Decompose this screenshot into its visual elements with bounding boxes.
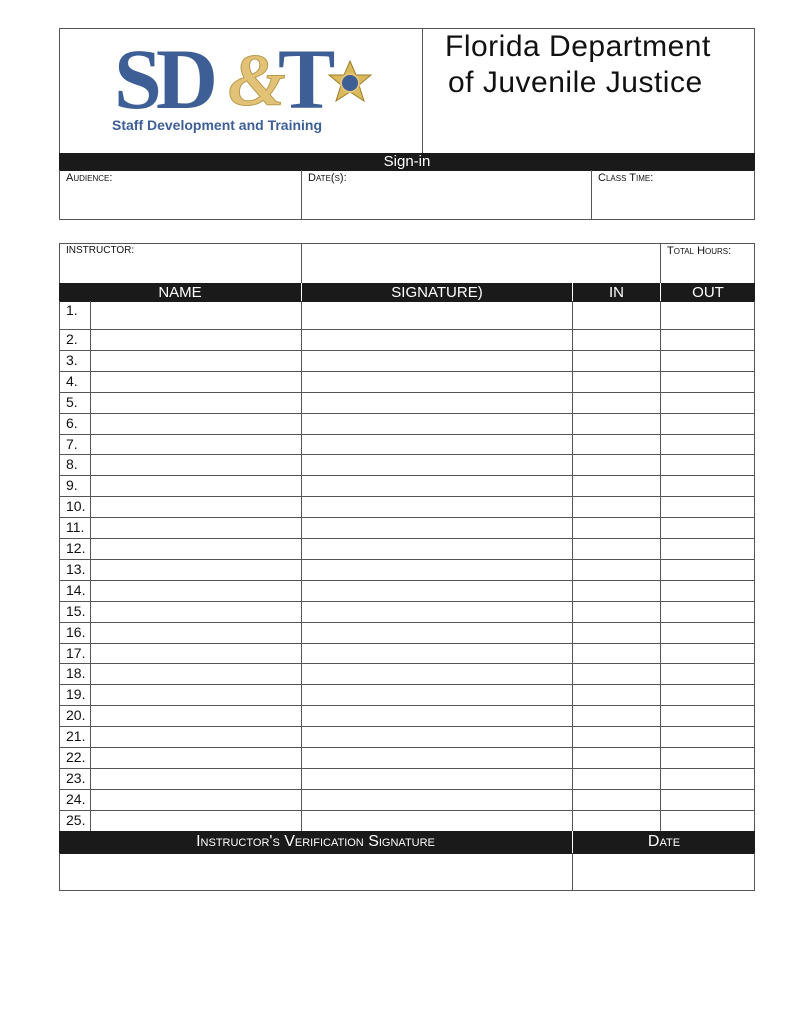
signature-cell[interactable] — [302, 580, 572, 601]
name-cell[interactable] — [91, 475, 301, 496]
table-row — [59, 643, 755, 664]
org-title-line2: of Juvenile Justice — [448, 66, 703, 99]
row-number: 20. — [66, 707, 86, 724]
header-divider — [422, 28, 423, 153]
out-cell[interactable] — [661, 768, 755, 789]
in-cell[interactable] — [573, 768, 660, 789]
table-row — [59, 726, 755, 747]
table-row — [59, 329, 755, 350]
out-cell[interactable] — [661, 726, 755, 747]
in-cell[interactable] — [573, 538, 660, 559]
name-cell[interactable] — [91, 705, 301, 726]
signature-cell[interactable] — [302, 454, 572, 475]
signature-cell[interactable] — [302, 434, 572, 455]
table-row — [59, 301, 755, 329]
row-number: 25. — [66, 811, 86, 828]
signature-cell[interactable] — [302, 705, 572, 726]
name-cell[interactable] — [91, 559, 301, 580]
col-header-signature: SIGNATURE) — [391, 284, 483, 301]
row-number: 5. — [66, 393, 78, 410]
org-title-line1: Florida Department — [445, 30, 711, 63]
table-row — [59, 434, 755, 455]
table-row — [59, 663, 755, 684]
in-cell[interactable] — [573, 413, 660, 434]
logo-tagline: Staff Development and Training — [112, 117, 323, 133]
signature-cell[interactable] — [302, 496, 572, 517]
name-cell[interactable] — [91, 684, 301, 705]
table-row — [59, 810, 755, 831]
in-cell[interactable] — [573, 622, 660, 643]
table-row — [59, 789, 755, 810]
out-cell[interactable] — [661, 413, 755, 434]
row-number: 21. — [66, 728, 86, 745]
row-number: 12. — [66, 540, 86, 556]
in-cell[interactable] — [573, 643, 660, 664]
name-cell[interactable] — [91, 810, 301, 831]
out-cell[interactable] — [661, 301, 755, 329]
signature-cell[interactable] — [302, 622, 572, 643]
row-number: 4. — [66, 372, 78, 389]
table-row — [59, 768, 755, 789]
in-cell[interactable] — [573, 747, 660, 768]
table-row — [59, 559, 755, 580]
in-cell[interactable] — [573, 434, 660, 455]
name-cell[interactable] — [91, 371, 301, 392]
in-cell[interactable] — [573, 371, 660, 392]
signature-cell[interactable] — [302, 517, 572, 538]
out-cell[interactable] — [661, 392, 755, 413]
out-cell[interactable] — [661, 434, 755, 455]
out-cell[interactable] — [661, 329, 755, 350]
row-number: 14. — [66, 581, 86, 598]
out-cell[interactable] — [661, 517, 755, 538]
col-header-in: IN — [609, 284, 624, 301]
signin-bar — [59, 153, 755, 171]
out-cell[interactable] — [661, 350, 755, 371]
in-cell[interactable] — [573, 475, 660, 496]
in-cell[interactable] — [573, 726, 660, 747]
table-row — [59, 601, 755, 622]
row-number: 24. — [66, 790, 86, 807]
row-number: 17. — [66, 644, 86, 661]
in-cell[interactable] — [573, 580, 660, 601]
signature-cell[interactable] — [302, 538, 572, 559]
table-row — [59, 454, 755, 475]
name-cell[interactable] — [91, 413, 301, 434]
col-header-out: OUT — [692, 284, 724, 301]
out-cell[interactable] — [661, 475, 755, 496]
in-cell[interactable] — [573, 601, 660, 622]
name-cell[interactable] — [91, 434, 301, 455]
out-cell[interactable] — [661, 789, 755, 810]
in-cell[interactable] — [573, 663, 660, 684]
signin-title: Sign-in — [383, 153, 431, 170]
name-cell[interactable] — [91, 789, 301, 810]
name-cell[interactable] — [91, 768, 301, 789]
out-cell[interactable] — [661, 705, 755, 726]
table-row — [59, 475, 755, 496]
row-number: 3. — [66, 351, 78, 368]
row-number: 19. — [66, 686, 86, 703]
row-number: 9. — [66, 477, 78, 494]
in-cell[interactable] — [573, 301, 660, 329]
in-cell[interactable] — [573, 329, 660, 350]
signature-cell[interactable] — [302, 301, 572, 329]
out-cell[interactable] — [661, 684, 755, 705]
name-cell[interactable] — [91, 496, 301, 517]
name-cell[interactable] — [91, 392, 301, 413]
col-header-name: NAME — [158, 284, 202, 301]
table-row — [59, 517, 755, 538]
table-row — [59, 371, 755, 392]
row-number: 22. — [66, 749, 86, 765]
table-row — [59, 538, 755, 559]
name-cell[interactable] — [91, 538, 301, 559]
table-row — [59, 350, 755, 371]
table-row — [59, 705, 755, 726]
signature-cell[interactable] — [302, 475, 572, 496]
table-row — [59, 580, 755, 601]
table-row — [59, 622, 755, 643]
out-cell[interactable] — [661, 747, 755, 768]
in-cell[interactable] — [573, 684, 660, 705]
name-cell[interactable] — [91, 726, 301, 747]
signature-cell[interactable] — [302, 643, 572, 664]
divider — [301, 243, 302, 284]
out-cell[interactable] — [661, 559, 755, 580]
date-label: Date — [647, 833, 681, 850]
name-cell[interactable] — [91, 301, 301, 329]
table-row — [59, 496, 755, 517]
signature-cell[interactable] — [302, 601, 572, 622]
name-cell[interactable] — [91, 663, 301, 684]
signature-cell[interactable] — [302, 350, 572, 371]
out-cell[interactable] — [661, 810, 755, 831]
table-row — [59, 392, 755, 413]
row-number: 8. — [66, 456, 78, 473]
row-number: 13. — [66, 560, 86, 577]
audience-label: Audience: — [66, 172, 113, 184]
verification-label: Instructor's Verification Signature — [196, 833, 435, 850]
table-row — [59, 747, 755, 768]
name-cell[interactable] — [91, 622, 301, 643]
signature-cell[interactable] — [302, 663, 572, 684]
divider — [301, 170, 302, 219]
name-cell[interactable] — [91, 643, 301, 664]
divider — [660, 243, 661, 284]
svg-text:SD: SD — [114, 33, 212, 127]
out-cell[interactable] — [661, 538, 755, 559]
class-time-label: Class Time: — [598, 172, 654, 184]
signature-cell[interactable] — [302, 371, 572, 392]
svg-text:&: & — [228, 40, 286, 122]
divider — [591, 170, 592, 219]
row-number: 7. — [66, 435, 78, 452]
row-number: 2. — [66, 331, 78, 347]
in-cell[interactable] — [573, 392, 660, 413]
signature-cell[interactable] — [302, 810, 572, 831]
svg-text:T: T — [278, 33, 336, 127]
in-cell[interactable] — [573, 789, 660, 810]
instructor-label: INSTRUCTOR: — [66, 245, 135, 256]
signature-cell[interactable] — [302, 747, 572, 768]
row-number: 6. — [66, 414, 78, 431]
total-hours-label: Total Hours: — [667, 245, 732, 257]
instructor-row — [59, 243, 755, 284]
signature-cell[interactable] — [302, 684, 572, 705]
out-cell[interactable] — [661, 601, 755, 622]
name-cell[interactable] — [91, 350, 301, 371]
verification-signature-field[interactable] — [59, 853, 573, 891]
name-cell[interactable] — [91, 517, 301, 538]
in-cell[interactable] — [573, 517, 660, 538]
in-cell[interactable] — [573, 496, 660, 517]
name-cell[interactable] — [91, 747, 301, 768]
verification-date-field[interactable] — [572, 853, 755, 891]
in-cell[interactable] — [573, 350, 660, 371]
out-cell[interactable] — [661, 454, 755, 475]
row-number: 10. — [66, 498, 86, 515]
row-number: 23. — [66, 769, 86, 786]
row-number: 11. — [66, 519, 85, 536]
out-cell[interactable] — [661, 371, 755, 392]
in-cell[interactable] — [573, 810, 660, 831]
table-row — [59, 684, 755, 705]
signature-cell[interactable] — [302, 559, 572, 580]
name-cell[interactable] — [91, 454, 301, 475]
row-number: 1. — [66, 302, 78, 318]
out-cell[interactable] — [661, 496, 755, 517]
name-cell[interactable] — [91, 329, 301, 350]
signature-cell[interactable] — [302, 768, 572, 789]
out-cell[interactable] — [661, 643, 755, 664]
row-number: 16. — [66, 623, 86, 640]
in-cell[interactable] — [573, 559, 660, 580]
row-number: 15. — [66, 602, 86, 619]
in-cell[interactable] — [573, 705, 660, 726]
row-number: 18. — [66, 665, 86, 682]
out-cell[interactable] — [661, 580, 755, 601]
out-cell[interactable] — [661, 622, 755, 643]
name-cell[interactable] — [91, 601, 301, 622]
dates-label: Date(s): — [308, 172, 347, 184]
out-cell[interactable] — [661, 663, 755, 684]
signature-cell[interactable] — [302, 392, 572, 413]
signature-cell[interactable] — [302, 726, 572, 747]
signature-cell[interactable] — [302, 789, 572, 810]
signature-cell[interactable] — [302, 329, 572, 350]
table-row — [59, 413, 755, 434]
in-cell[interactable] — [573, 454, 660, 475]
signature-cell[interactable] — [302, 413, 572, 434]
name-cell[interactable] — [91, 580, 301, 601]
